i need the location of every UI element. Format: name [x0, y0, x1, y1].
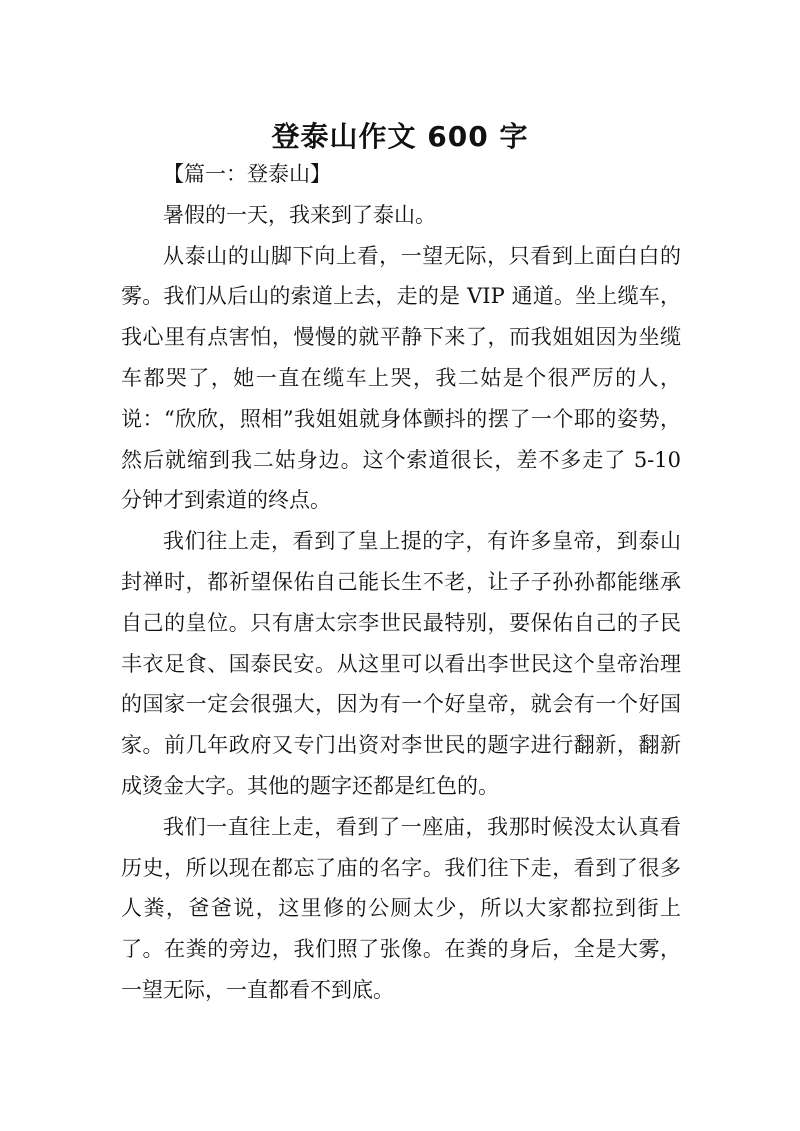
paragraph-1: 暑假的一天，我来到了泰山。 — [163, 202, 436, 227]
document-title: 登泰山作文 600 字 — [271, 119, 529, 153]
document-body — [121, 154, 681, 1011]
paragraph-2: 从泰山的山脚下向上看，一望无际，只看到上面白白的雾。我们从后山的索道上去，走的是 VIP 通道。坐上缆车，我心里有点害怕，慢慢的就平静下来了，而我姐姐因为坐缆车都哭了，她一直在缆车上哭，我二姑是个很严厉的人，说：“欣欣，照相”我姐姐就身体颤抖的摆了一个耶的姿势，然后就缩到我二姑身边。这个索道很长，差不多走了 5-10 分钟才到索道的终点。 — [121, 243, 681, 513]
paragraph-4: 我们一直往上走，看到了一座庙，我那时候没太认真看历史，所以现在都忘了庙的名字。我们往下走，看到了很多人粪，爸爸说，这里修的公厕太少，所以大家都拉到街上了。在粪的旁边，我们照了张像。在粪的身后，全是大雾，一望无际，一直都看不到底。 — [121, 814, 681, 1002]
section-heading: 【篇一：登泰山】 — [163, 162, 331, 186]
paragraph-3: 我们往上走，看到了皇上提的字，有许多皇帝，到泰山封禅时，都祈望保佑自己能长生不老，让子子孙孙都能继承自己的皇位。只有唐太宗李世民最特别，要保佑自己的子民丰衣足食、国泰民安。从这里可以看出李世民这个皇帝治理的国家一定会很强大，因为有一个好皇帝，就会有一个好国家。前几年政府又专门出资对李世民的题字进行翻新，翻新成烫金大字。其他的题字还都是红色的。 — [121, 529, 681, 798]
